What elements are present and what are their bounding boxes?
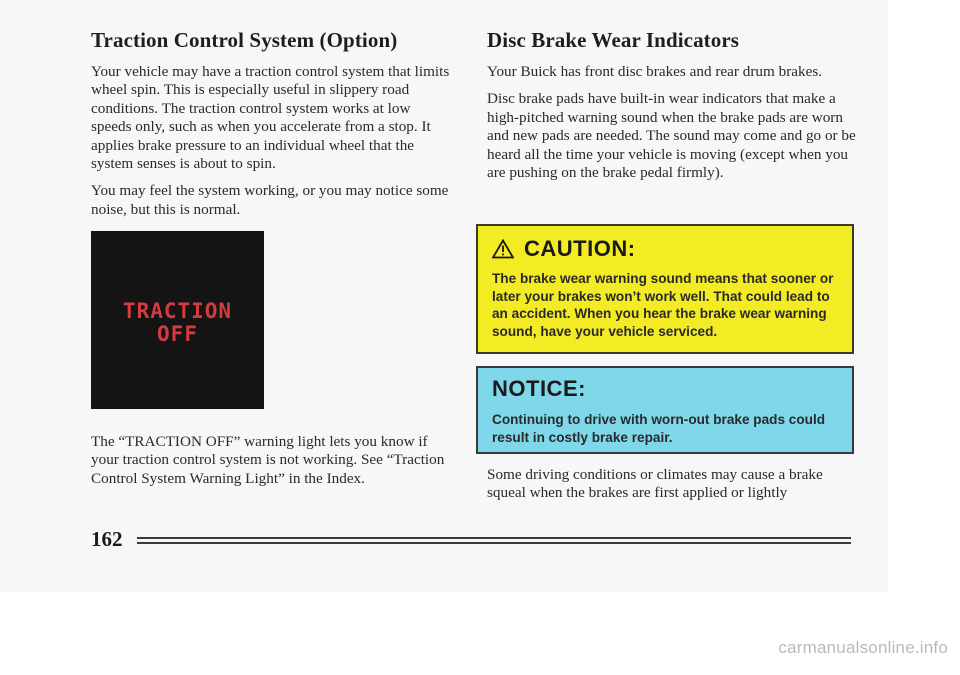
traction-control-section: [91, 28, 451, 228]
disc-brake-section: [487, 28, 862, 191]
warning-triangle-icon: [492, 239, 514, 259]
disc-brake-paragraph-3: Some driving conditions or climates may cause a brake squeal when the brakes are first applied or lightly: [487, 466, 823, 502]
caution-box: [476, 224, 854, 354]
disc-brake-heading: Disc Brake Wear Indicators: [487, 28, 740, 52]
caution-header: [492, 236, 840, 262]
caution-title: CAUTION:: [524, 236, 636, 261]
site-watermark: carmanualsonline.info: [778, 638, 948, 657]
traction-control-paragraph-3: The “TRACTION OFF” warning light lets you know if your traction control system is not working. See “Traction Control System Warning Light” in the Index.: [91, 433, 445, 487]
disc-brake-paragraph-1: Your Buick has front disc brakes and rear drum brakes.: [487, 63, 823, 80]
traction-control-paragraph-1: Your vehicle may have a traction control system that limits wheel spin. This is especially useful in slippery road conditions. The traction control system works at low speeds only, such as when you accelerate from a stop. It applies brake pressure to an individual wheel that the system senses is about to spin.: [91, 63, 450, 173]
notice-title: NOTICE:: [492, 376, 586, 401]
notice-text: Continuing to drive with worn-out brake pads could result in costly brake repair.: [492, 412, 826, 445]
traction-control-paragraph-2: You may feel the system working, or you may notice some noise, but this is normal.: [91, 182, 449, 218]
brake-squeal-text: [487, 466, 862, 512]
traction-control-heading: Traction Control System (Option): [91, 28, 398, 52]
notice-box: [476, 366, 854, 454]
caution-text: The brake wear warning sound means that sooner or later your brakes won’t work well. That could lead to an accident. When you hear the brake wear warning sound, have your vehicle serviced.: [492, 271, 834, 339]
traction-off-description: [91, 433, 451, 497]
indicator-line-2: OFF: [157, 322, 198, 346]
footer-rule-bottom: [137, 542, 851, 544]
page-footer: [91, 527, 851, 557]
footer-rule-top: [137, 537, 851, 539]
disc-brake-paragraph-2: Disc brake pads have built-in wear indicators that make a high-pitched warning sound when the brake pads are worn and new pads are needed. The sound may come and go or be heard all the time your vehicle is moving (except when you are pushing on the brake pedal firmly).: [487, 90, 856, 182]
traction-off-indicator-text: [123, 300, 232, 346]
indicator-line-1: TRACTION: [122, 299, 233, 323]
traction-off-indicator-image: [91, 231, 264, 409]
page-number: 162: [91, 527, 123, 551]
